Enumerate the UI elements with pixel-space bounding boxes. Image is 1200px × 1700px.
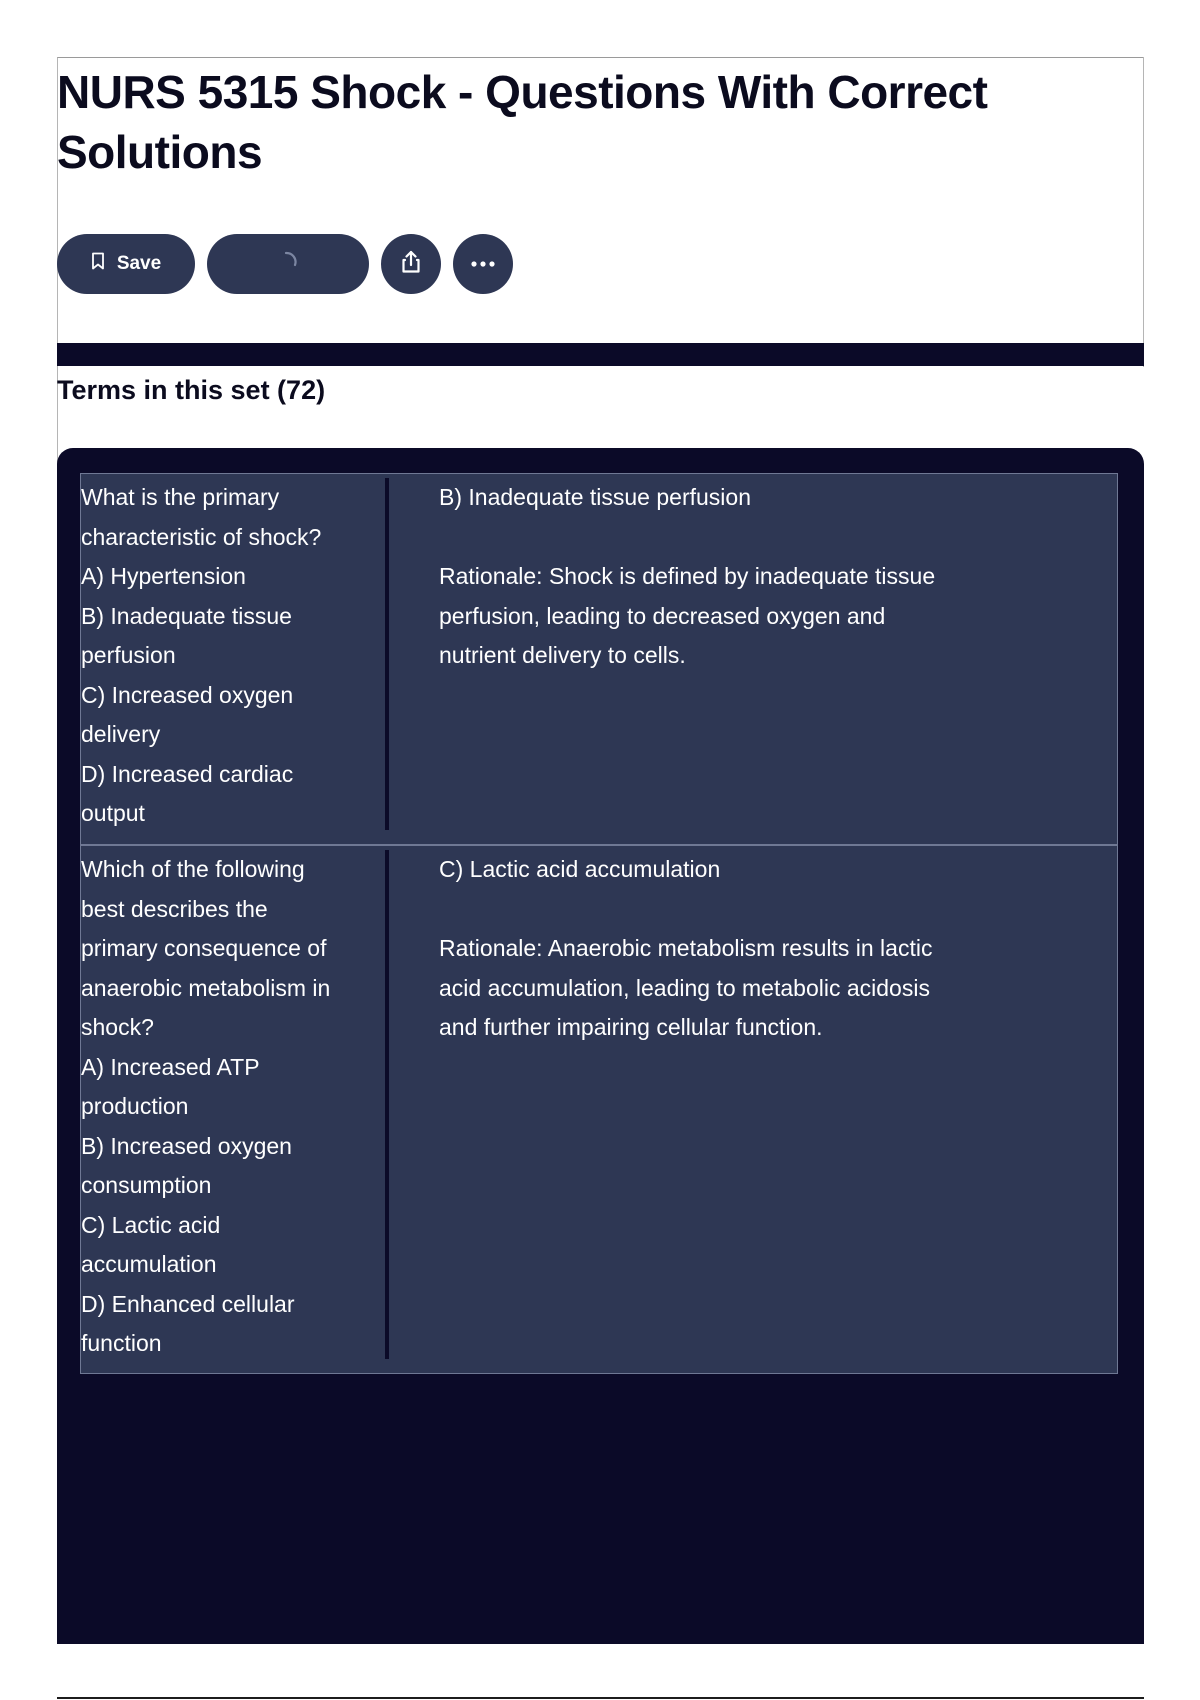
spinner-icon — [275, 249, 301, 280]
page-frame-edge — [1143, 57, 1144, 367]
card-definition: B) Inadequate tissue perfusion Rationale: Shock is defined by inadequate tissue perfusion, leading to decreased oxygen and nutrient delivery to cells. — [439, 484, 936, 668]
flashcard[interactable] — [80, 473, 1118, 845]
action-toolbar — [57, 233, 513, 295]
footer-divider — [57, 1697, 1144, 1699]
share-icon — [397, 248, 425, 281]
section-divider-bar — [57, 343, 1144, 366]
more-options-button[interactable] — [453, 234, 513, 294]
bookmark-icon — [91, 252, 105, 276]
flashcard[interactable] — [80, 845, 1118, 1374]
terms-heading: Terms in this set (72) — [57, 375, 326, 405]
save-button[interactable] — [57, 234, 195, 294]
loading-button[interactable] — [207, 234, 369, 294]
card-term: What is the primary characteristic of shock? A) Hypertension B) Inadequate tissue perfusion C) Increased oxygen delivery D) Increased cardiac output — [81, 478, 389, 830]
share-button[interactable] — [381, 234, 441, 294]
more-options-icon — [469, 255, 497, 273]
card-definition: C) Lactic acid accumulation Rationale: Anaerobic metabolism results in lactic acid accumulation, leading to metabolic acidosis and further impairing cellular function. — [439, 856, 933, 1040]
card-term: Which of the following best describes the primary consequence of anaerobic metabolism in shock? A) Increased ATP production B) Increased oxygen consumption C) Lactic acid accumulation D) Enhanced cellular function — [81, 850, 389, 1359]
save-button-label: Save — [116, 253, 162, 274]
page-title: NURS 5315 Shock - Questions With Correct Solutions — [57, 66, 988, 178]
flashcard-list — [57, 448, 1144, 1644]
